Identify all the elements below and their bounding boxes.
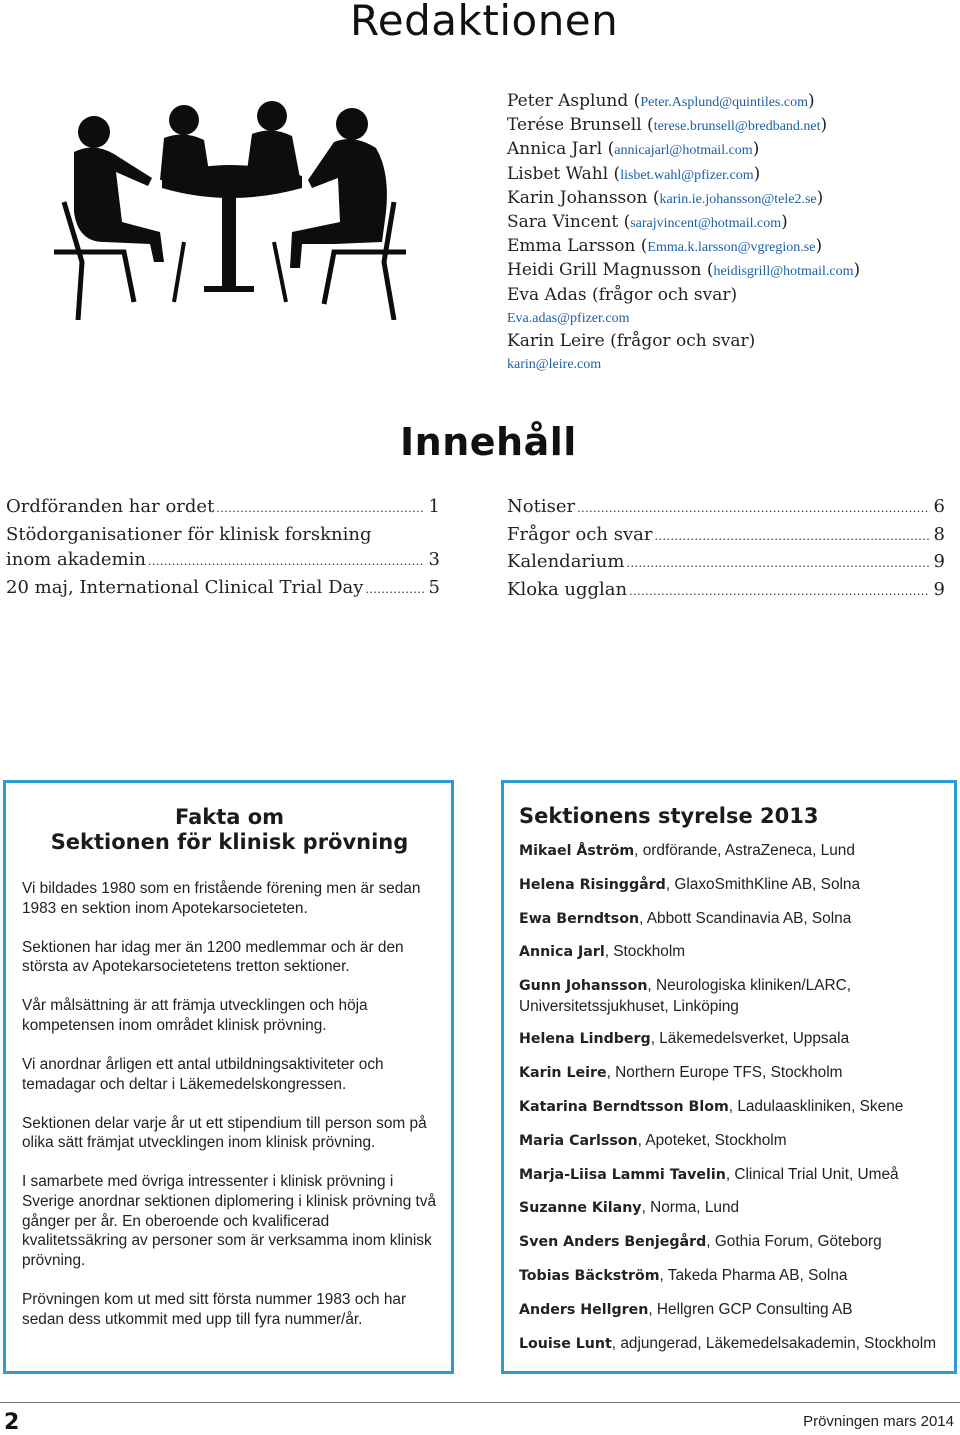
- board-member-role: , ordförande, AstraZeneca, Lund: [634, 842, 855, 859]
- board-member-name: Ewa Berndtson: [519, 910, 640, 927]
- toc-left-column: [6, 494, 440, 602]
- toc-entry-label: 20 maj, International Clinical Trial Day: [6, 576, 364, 598]
- toc-page-number: 9: [933, 551, 945, 572]
- board-member: [519, 841, 942, 861]
- editor-email-link[interactable]: heidisgrill@hotmail.com: [713, 264, 854, 280]
- board-member-name: Gunn Johansson: [519, 978, 648, 995]
- toc-entry-label: inom akademin: [6, 549, 146, 570]
- board-member-role: , Läkemedelsverket, Uppsala: [650, 1030, 850, 1048]
- toc-leader-dots: [629, 579, 929, 605]
- toc-entry[interactable]: [6, 575, 440, 603]
- board-member-name: Helena Risinggård: [519, 876, 666, 893]
- toc-leader-dots: [626, 551, 929, 577]
- toc-page-number: 3: [428, 549, 440, 570]
- board-member-name: Sven Anders Benjegård: [519, 1234, 707, 1251]
- toc-entry-label: Kloka ugglan: [507, 578, 628, 600]
- footer-divider: [0, 1402, 960, 1403]
- editor-name: Peter Asplund: [507, 91, 629, 111]
- board-member-role: , Norma, Lund: [641, 1199, 740, 1217]
- board-member-role: , Takeda Pharma AB, Solna: [659, 1266, 848, 1284]
- fakta-paragraph: Sektionen delar varje år ut ett stipendium till person som på olika sätt främjat utvecklingen inom klinisk prövning.: [22, 1114, 427, 1152]
- board-member: [519, 1063, 942, 1083]
- board-member: [519, 1097, 942, 1117]
- board-member-name: Marja-Liisa Lammi Tavelin: [519, 1166, 726, 1183]
- board-member-role: , Hellgren GCP Consulting AB: [648, 1300, 853, 1318]
- board-member-name: Anders Hellgren: [519, 1301, 649, 1318]
- board-member-role: , Ladulaaskliniken, Skene: [728, 1097, 904, 1115]
- board-member: [519, 909, 942, 929]
- board-member-name: Maria Carlsson: [519, 1132, 638, 1149]
- editor-email-link[interactable]: karin@leire.com: [507, 357, 602, 373]
- toc-leader-dots: [655, 524, 930, 550]
- board-member-role: , Stockholm: [604, 943, 686, 961]
- toc-leader-dots: [577, 496, 929, 522]
- toc-entry-label: Stödorganisationer för klinisk forskning: [6, 523, 372, 545]
- editor-item: Heidi Grill Magnusson (heidisgrill@hotmail.com): [507, 260, 861, 281]
- fakta-body: [22, 879, 437, 1329]
- board-member: [519, 1266, 942, 1286]
- board-member-role: , adjungerad, Läkemedelsakademin, Stockholm: [611, 1334, 937, 1352]
- board-member-name: Karin Leire: [519, 1065, 607, 1082]
- toc-page-number: 5: [428, 576, 440, 598]
- editor-name: Lisbet Wahl: [507, 163, 609, 184]
- toc-page-number: 6: [933, 496, 945, 517]
- board-member: [519, 1334, 942, 1354]
- toc-leader-dots: [216, 496, 424, 522]
- editor-item: [507, 284, 947, 306]
- board-box: [501, 780, 957, 1374]
- board-member: [519, 875, 942, 895]
- toc-leader-dots: [365, 577, 424, 603]
- board-member: [519, 1131, 942, 1151]
- editor-name: Eva Adas (frågor och svar): [507, 284, 738, 305]
- editor-list: [507, 90, 947, 376]
- editor-name: Annica Jarl: [507, 139, 603, 160]
- toc-entry[interactable]: [6, 494, 440, 522]
- editor-item: Karin Johansson (karin.ie.johansson@tele2.se): [507, 187, 824, 208]
- editor-email-link[interactable]: Emma.k.larsson@vgregion.se: [647, 240, 816, 256]
- board-member-role: , Clinical Trial Unit, Umeå: [725, 1165, 899, 1183]
- toc-title: Innehåll: [400, 420, 577, 464]
- toc-entry[interactable]: [507, 577, 945, 605]
- fakta-paragraph: Prövningen kom ut med sitt första nummer 1983 och har sedan dess utkommit med upp till fyra nummer/år.: [22, 1290, 407, 1328]
- editor-name: Karin Leire (frågor och svar): [507, 331, 756, 352]
- toc-page-number: 1: [428, 496, 440, 517]
- meeting-silhouette-illustration: [34, 92, 426, 320]
- fakta-paragraph: Sektionen har idag mer än 1200 medlemmar och är den största av Apotekarsocietetens tretton sektioner.: [22, 938, 404, 976]
- fakta-heading-line2: Sektionen för klinisk prövning: [50, 830, 409, 854]
- issue-label: Prövningen mars 2014: [803, 1413, 954, 1430]
- board-member-role: , Northern Europe TFS, Stockholm: [606, 1064, 843, 1082]
- page-title: Redaktionen: [350, 0, 619, 45]
- page-number: 2: [4, 1410, 20, 1435]
- board-member: [519, 1165, 942, 1185]
- board-member-name: Helena Lindberg: [519, 1031, 651, 1048]
- board-member-role: , GlaxoSmithKline AB, Solna: [665, 875, 861, 893]
- editor-email-link[interactable]: terese.brunsell@bredband.net: [653, 119, 821, 135]
- board-heading: Sektionens styrelse 2013: [519, 804, 819, 828]
- board-member-name: Tobias Bäckström: [519, 1267, 660, 1284]
- fakta-heading: [22, 805, 437, 855]
- toc-entry-label: Notiser: [507, 496, 576, 517]
- board-member-role: , Abbott Scandinavia AB, Solna: [639, 909, 852, 927]
- fakta-paragraph: Vi anordnar årligen ett antal utbildningsaktiviteter och temadagar och deltar i Läkemedelskongressen.: [22, 1056, 384, 1093]
- board-member: [519, 1198, 942, 1218]
- toc-right-column: [507, 494, 945, 604]
- fakta-box: [3, 780, 454, 1374]
- editor-name: Terése Brunsell: [507, 115, 642, 136]
- toc-page-number: 9: [933, 578, 945, 600]
- fakta-paragraph: I samarbete med övriga intressenter i klinisk prövning i Sverige anordnar sektionen diplomering i klinisk prövning två gånger per år. En oberoende och kvalificerad kvalitetssäkring av personer som är verksamma inom klinisk prövning.: [22, 1173, 437, 1269]
- editor-email-line: [507, 306, 947, 330]
- editor-email-link[interactable]: lisbet.wahl@pfizer.com: [620, 167, 754, 183]
- board-member: [519, 1232, 942, 1252]
- editor-email-link[interactable]: sarajvincent@hotmail.com: [630, 216, 782, 232]
- editor-name: Sara Vincent: [507, 212, 619, 233]
- board-member-list: [519, 841, 942, 1354]
- toc-entry-label: Kalendarium: [507, 551, 625, 572]
- editor-email-link[interactable]: Peter.Asplund@quintiles.com: [640, 95, 808, 110]
- toc-leader-dots: [148, 549, 425, 575]
- editor-email-link[interactable]: Eva.adas@pfizer.com: [507, 310, 630, 326]
- board-member: [519, 1029, 942, 1049]
- fakta-paragraph: Vi bildades 1980 som en fristående förening men är sedan 1983 en sektion inom Apotekarsocieteten.: [22, 880, 421, 917]
- board-member: [519, 976, 942, 1016]
- board-member-role: , Neurologiska kliniken/LARC, Universitetssjukhuset, Linköping: [519, 977, 852, 1015]
- toc-entry-label: Ordföranden har ordet: [6, 496, 215, 517]
- toc-entry[interactable]: [507, 522, 945, 550]
- board-member: [519, 1300, 942, 1320]
- board-member-name: Louise Lunt: [519, 1335, 612, 1352]
- editor-item: Lisbet Wahl (lisbet.wahl@pfizer.com): [507, 163, 761, 184]
- board-member-name: Suzanne Kilany: [519, 1200, 642, 1217]
- editor-item: Emma Larsson (Emma.k.larsson@vgregion.se): [507, 236, 823, 257]
- editor-item: Terése Brunsell (terese.brunsell@bredband.net): [507, 115, 828, 136]
- editor-email-line: [507, 352, 947, 376]
- fakta-paragraph: Vår målsättning är att främja utvecklingen och höja kompetensen inom området klinisk prövning.: [22, 997, 368, 1034]
- fakta-heading-line1: Fakta om: [174, 805, 285, 829]
- editor-item: [507, 330, 947, 352]
- toc-entry-label: Frågor och svar: [507, 523, 653, 545]
- editor-name: Emma Larsson: [507, 236, 636, 257]
- editor-name: Heidi Grill Magnusson: [507, 260, 702, 281]
- editor-item: Sara Vincent (sarajvincent@hotmail.com): [507, 212, 788, 233]
- board-member-name: Mikael Åström: [519, 843, 635, 859]
- board-member: [519, 942, 942, 962]
- editor-item: Peter Asplund (Peter.Asplund@quintiles.com): [507, 91, 815, 111]
- editor-item: Annica Jarl (annicajarl@hotmail.com): [507, 139, 760, 160]
- toc-entry[interactable]: [507, 549, 945, 577]
- board-member-name: Katarina Berndtsson Blom: [519, 1098, 729, 1115]
- editor-email-link[interactable]: karin.ie.johansson@tele2.se: [659, 191, 817, 207]
- board-member-name: Annica Jarl: [519, 944, 605, 961]
- toc-entry[interactable]: [6, 547, 440, 575]
- board-member-role: , Apoteket, Stockholm: [637, 1131, 787, 1149]
- toc-entry[interactable]: [507, 494, 945, 522]
- toc-entry-line: [6, 522, 440, 548]
- editor-name: Karin Johansson: [507, 187, 648, 208]
- editor-email-link[interactable]: annicajarl@hotmail.com: [614, 143, 753, 159]
- board-member-role: , Gothia Forum, Göteborg: [706, 1233, 882, 1251]
- toc-page-number: 8: [933, 523, 945, 545]
